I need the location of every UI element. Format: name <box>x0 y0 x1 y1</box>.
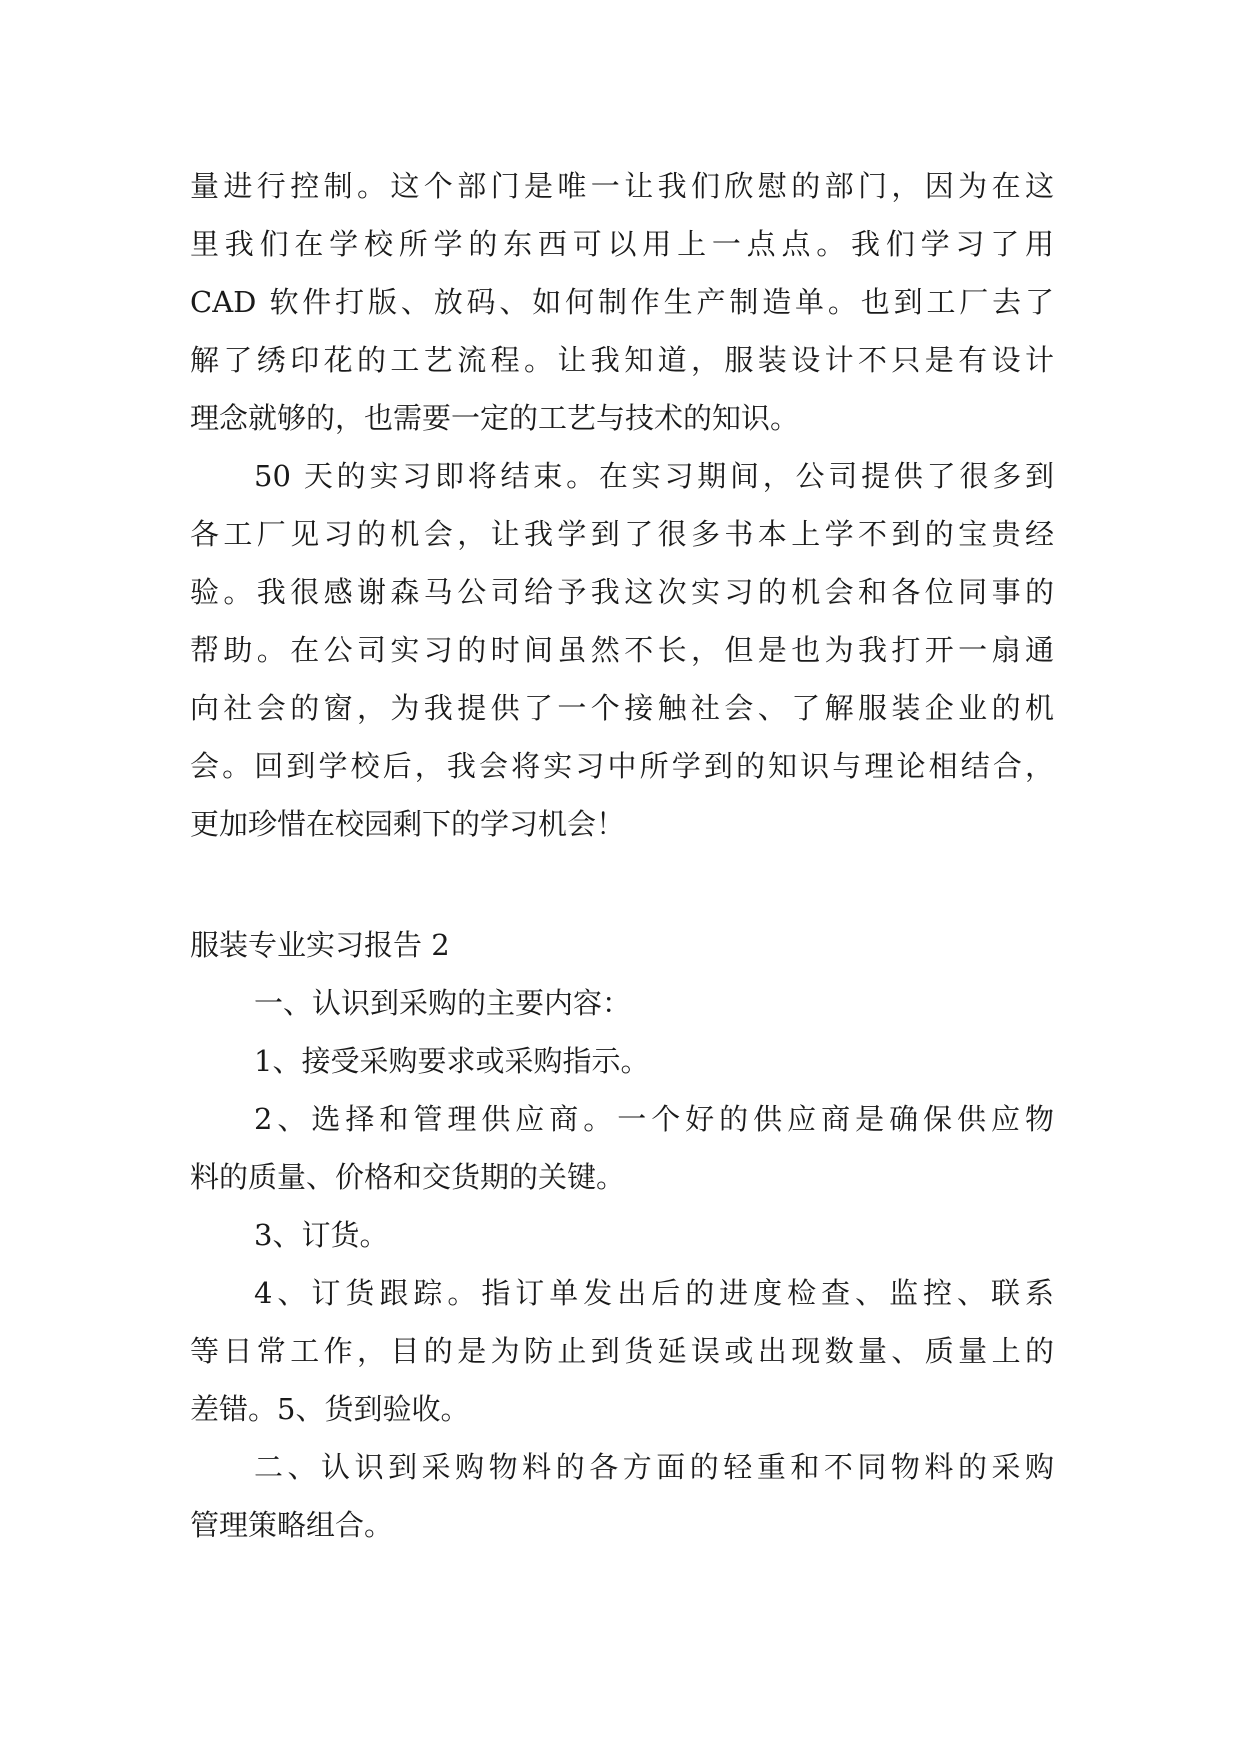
heading-2-line-1: 二、认识到采购物料的各方面的轻重和不同物料的采购 <box>254 1450 1054 1484</box>
list-item-2-line-2: 料的质量、价格和交货期的关键。 <box>190 1160 626 1194</box>
list-item-4-line-1: 4、订货跟踪。指订单发出后的进度检查、监控、联系 <box>254 1276 1054 1310</box>
list-item-4-line-3: 差错。5、货到验收。 <box>190 1392 470 1426</box>
list-item-2-line-1: 2、选择和管理供应商。一个好的供应商是确保供应物 <box>254 1102 1054 1136</box>
paragraph-1-line-1: 量进行控制。这个部门是唯一让我们欣慰的部门，因为在这 <box>190 169 1054 203</box>
paragraph-2-line-1: 50 天的实习即将结束。在实习期间，公司提供了很多到 <box>254 459 1054 493</box>
paragraph-2-line-7: 更加珍惜在校园剩下的学习机会！ <box>190 807 626 841</box>
paragraph-2-line-4: 帮助。在公司实习的时间虽然不长，但是也为我打开一扇通 <box>190 633 1054 667</box>
heading-2-line-2: 管理策略组合。 <box>190 1508 394 1542</box>
paragraph-1-line-4: 解了绣印花的工艺流程。让我知道，服装设计不只是有设计 <box>190 343 1054 377</box>
paragraph-1-line-5: 理念就够的，也需要一定的工艺与技术的知识。 <box>190 401 800 435</box>
list-item-4-line-2: 等日常工作，目的是为防止到货延误或出现数量、质量上的 <box>190 1334 1054 1368</box>
paragraph-1-line-2: 里我们在学校所学的东西可以用上一点点。我们学习了用 <box>190 227 1054 261</box>
heading-1: 一、认识到采购的主要内容： <box>254 986 632 1020</box>
paragraph-2-line-6: 会。回到学校后，我会将实习中所学到的知识与理论相结合， <box>190 749 1054 783</box>
list-item-3: 3、订货。 <box>254 1218 389 1252</box>
paragraph-1-line-3: CAD 软件打版、放码、如何制作生产制造单。也到工厂去了 <box>190 285 1054 319</box>
list-item-1: 1、接受采购要求或采购指示。 <box>254 1044 650 1078</box>
section-title: 服装专业实习报告 2 <box>190 928 450 962</box>
paragraph-2-line-2: 各工厂见习的机会，让我学到了很多书本上学不到的宝贵经 <box>190 517 1054 551</box>
paragraph-2-line-3: 验。我很感谢森马公司给予我这次实习的机会和各位同事的 <box>190 575 1054 609</box>
paragraph-2-line-5: 向社会的窗，为我提供了一个接触社会、了解服装企业的机 <box>190 691 1054 725</box>
